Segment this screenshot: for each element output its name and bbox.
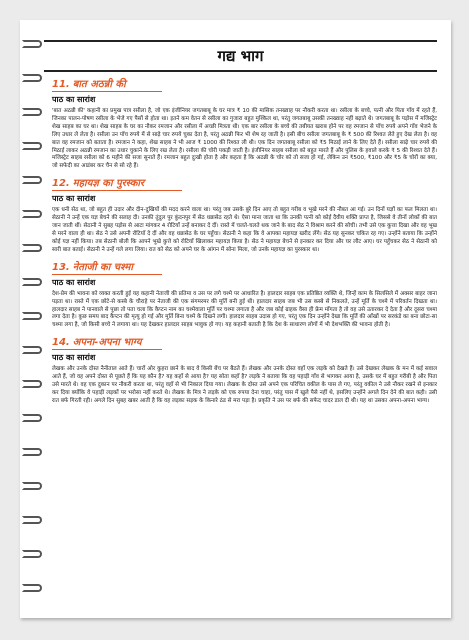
- page-header: [44, 40, 437, 72]
- chapter-number: 12.: [52, 178, 70, 190]
- notebook-page: [20, 20, 451, 618]
- chapter-summary: 'बात अठन्नी की' कहानी का प्रमुख पात्र रसीला है, जो एक इंजीनियर जगतबाबू के घर मात्र ₹ 10 की मासिक तनख्वाह पर नौकरी करता था। रसीला के बच्चे, पत्नी और पिता गाँव में रहते हैं, जिनका पालन-पोषण रसीला के भेजे गए पैसों से होता था। इतने कम वेतन से रसीला का गुजारा बहुत मुश्किल था, परंतु जगतबाबू उसकी तनख्वाह नहीं बढ़ाते थे। जगतबाबू के पड़ोस में मजिस्ट्रेट शेख साहब का घर था। शेख साहब के घर का नौकर रमजान और रसीला में अच्छी मित्रता थी। एक बार रसीला के बच्चे की तबीयत खराब होने पर वह रमजान से पाँच रुपये अपने गाँव भेजने के लिए उधार ले लेता है। रसीला उन पाँच रुपये में से साढ़े चार रुपये चुका देता है, परंतु अठन्नी फिर भी शेष रह जाती है। इसी बीच रसीला जगतबाबू के ₹ 500 की रिश्वत लेते हुए देख लेता है। वह बात वह रमजान को बताता है। रमजान ने कहा, शेख साहब ने भी आज ₹ 1000 की रिश्वत ली थी। एक दिन जगतबाबू रसीला को ₹5 मिठाई लाने के लिए देते हैं। रसीला साढ़े चार रुपये की मिठाई लाकर अठन्नी रमजान का उधार चुकाने के लिए रख लेता है। रसीला की चोरी पकड़ी जाती है। इंजीनियर साहब रसीला को बहुत मारते हैं और पुलिस के हवाले करके ₹ 5 की रिश्वत देते हैं। मजिस्ट्रेट साहब रसीला को 6 महीने की सजा सुनाते हैं। रमजान बहुत दुःखी होता है और कहता है कि अठन्नी के चोर को तो सजा हो गई, लेकिन उन ₹500, ₹100 और ₹5 के चोरों का क्या, जो सफेदी का आडंबर कर चैन से सो रहे हैं।: [52, 108, 437, 170]
- chapter-summary: देश-प्रेम की भावना को व्यक्त करती हुई यह कहानी नेताजी की प्रतिमा व उस पर लगे चश्मे पर आधारित है। हालदार साहब एक प्रतिष्ठित व्यक्ति थे, जिन्हें काम के सिलसिले में अक्सर बाहर जाना पड़ता था। रास्ते में एक छोटे-से कस्बे के चौराहे पर नेताजी की एक संगमरमर की मूर्ति बनी हुई थी। हालदार साहब जब भी उस कस्बे से निकलते, उन्हें मूर्ति के चश्मे में परिवर्तन दिखता था। हालदार साहब ने पानवाले से पूछा तो पता चला कि कैप्टन नाम का चश्मेवाला मूर्ति पर चश्मा लगाता है और जब कोई ग्राहक वैसा ही फ्रेम माँगता है तो वह उसे उतारकर दे देता है और दूसरा चश्मा लगा देता है। कुछ समय बाद कैप्टन की मृत्यु हो गई और मूर्ति बिना चश्मे के दिखने लगी। हालदार साहब उदास हो गए, परंतु एक दिन उन्होंने देखा कि मूर्ति की आँखों पर सरकंडे का बना छोटा-सा चश्मा लगा है, जो किसी बच्चे ने लगाया था। यह देखकर हालदार साहब भावुक हो गए। यह कहानी बताती है कि देश के साधारण लोगों में भी देशभक्ति की भावना होती है।: [52, 290, 437, 329]
- ring-icon: [22, 448, 42, 456]
- chapter-11: [52, 76, 437, 171]
- chapter-heading: [52, 76, 162, 92]
- page-content: [52, 76, 437, 410]
- chapter-heading: [52, 175, 182, 191]
- chapter-number: 13.: [52, 261, 70, 273]
- chapter-heading: [52, 259, 162, 275]
- chapter-number: 11.: [52, 79, 70, 90]
- chapter-title: बात अठन्नी की: [72, 79, 126, 90]
- spiral-binding: [22, 40, 46, 618]
- chapter-subtitle: पाठ का सारांश: [52, 277, 96, 287]
- chapter-12: [52, 175, 437, 254]
- chapter-number: 14.: [52, 337, 70, 349]
- chapter-summary: एक धनी सेठ था, जो बहुत ही उदार और दीन-दुखियों की मदद करने वाला था। परंतु जब उसके बुरे दिन आए तो बहुत गरीब व भूखे मरने की नौबत आ गई। उन दिनों यज्ञों का फल मिलता था। सेठानी ने उन्हें एक यज्ञ बेचने की सलाह दी। उनकी तुंदुल पुर कुंदनपुर में सेठ धन्नासेठ रहते थे। ऐसा माना जाता था कि उनकी पत्नी को कोई दैवीय शक्ति प्राप्त है, जिससे वे तीनों लोकों की बात जान जाती थीं। सेठानी ने सुबह पड़ोस से आटा मांगकर 4 रोटियाँ उन्हें बनाकर दे दीं। रास्ते में चलते-चलते थक जाने के बाद सेठ ने विश्राम करने की सोची। तभी उसे एक कुत्ता दिखा और वह भूख से मरने वाला ही था। सेठ ने उसे अपनी रोटियाँ दे दीं और वह धन्नासेठ के घर पहुँचा। सेठानी ने कहा कि वे आपका महायज्ञ खरीद लेंगे। सेठ यह सुनकर चकित रह गए। उन्होंने बताया कि उन्होंने कोई यज्ञ नहीं किया। तब सेठानी बोली कि आपने भूखे कुत्ते को रोटियाँ खिलाकर महायज्ञ किया है। सेठ ने महायज्ञ बेचने से इनकार कर दिया और घर लौट आए। घर पहुँचकर सेठ ने सेठानी को सारी बात बताई। सेठानी ने उन्हें गले लगा लिया। रात को सेठ को अपने घर के आंगन में सोना मिला, जो उनके महायज्ञ का पुरस्कार था।: [52, 207, 437, 253]
- ring-icon: [22, 40, 42, 48]
- chapter-13: [52, 259, 437, 331]
- ring-icon: [22, 584, 42, 592]
- ring-icon: [22, 312, 42, 320]
- ring-icon: [22, 516, 42, 524]
- ring-icon: [22, 414, 42, 422]
- chapter-title: नेताजी का चश्मा: [72, 261, 133, 273]
- ring-icon: [22, 482, 42, 490]
- chapter-subtitle: पाठ का सारांश: [52, 95, 96, 104]
- ring-icon: [22, 346, 42, 354]
- ring-icon: [22, 244, 42, 252]
- chapter-subtitle: पाठ का सारांश: [52, 353, 96, 363]
- ring-icon: [22, 108, 42, 116]
- ring-icon: [22, 176, 42, 184]
- ring-icon: [22, 210, 42, 218]
- ring-icon: [22, 74, 42, 82]
- ring-icon: [22, 380, 42, 388]
- chapter-subtitle: पाठ का सारांश: [52, 194, 96, 204]
- chapter-heading: [52, 334, 162, 350]
- ring-icon: [22, 550, 42, 558]
- chapter-14: [52, 334, 437, 406]
- ring-icon: [22, 278, 42, 286]
- chapter-summary: लेखक और उनके दोस्त नैनीताल आते हैं। चारों ओर कुहरा छाने के बाद वे किसी बेंच पर बैठते हैं। लेखक और उनके दोस्त वहाँ एक लड़के को देखते हैं। उसे देखकर लेखक के मन में कई सवाल आते हैं, जो वह अपने दोस्त से पूछते हैं कि यह कौन है? यह कहाँ से आया है? यह सोता कहाँ है? लड़के ने बताया कि वह पहाड़ी गाँव से भागकर आया है, उसके घर में बहुत गरीबी है और पिता उसे मारते थे। वह एक दुकान पर नौकरी करता था, परंतु वहाँ से भी निकाल दिया गया। लेखक के दोस्त उसे अपने एक परिचित वकील के पास ले गए, परंतु वकील ने उसे नौकर रखने से इनकार कर दिया क्योंकि वे पहाड़ी लड़कों पर भरोसा नहीं करते थे। लेखक के मित्र ने लड़के को एक रुपया देना चाहा, परंतु पास में खुले पैसे नहीं थे, इसलिए उन्होंने अगले दिन देने की बात कही। उसी रात बर्फ गिरती रही। अगले दिन सुबह खबर आती है कि वह लड़का सड़क के किनारे ठंड से मरा पड़ा है। प्रकृति ने उस पर बर्फ की सफेद चादर डाल दी थी। यह था उसका अपना-अपना भाग्य।: [52, 366, 437, 404]
- ring-icon: [22, 142, 42, 150]
- chapter-title: महायज्ञ का पुरस्कार: [72, 178, 145, 190]
- page-title: गद्य भाग: [217, 47, 264, 65]
- chapter-title: अपना-अपना भाग्य: [72, 337, 142, 349]
